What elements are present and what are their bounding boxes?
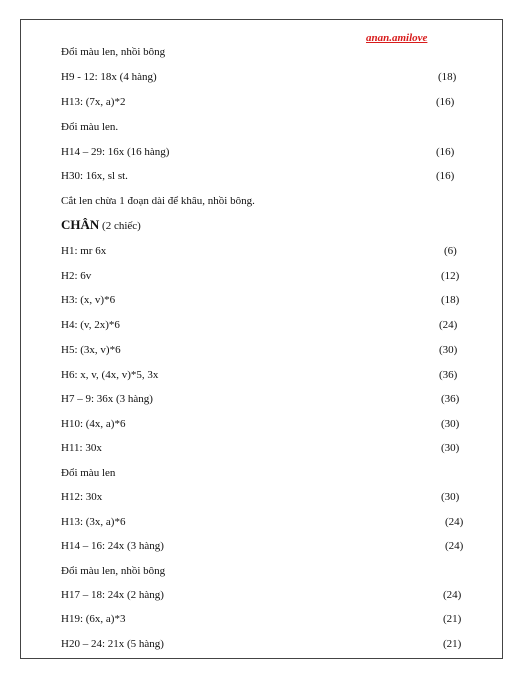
instruction-text: H2: 6v <box>61 270 92 282</box>
stitch-count: (24) <box>439 319 458 331</box>
pattern-line <box>0 119 525 135</box>
stitch-count: (30) <box>441 418 460 430</box>
instruction-text: H14 – 16: 24x (3 hàng) <box>61 540 164 552</box>
pattern-line <box>0 144 525 160</box>
stitch-count: (36) <box>439 369 458 381</box>
pattern-line <box>0 611 525 627</box>
instruction-text: H19: (6x, a)*3 <box>61 613 126 625</box>
stitch-count: (24) <box>445 540 464 552</box>
instruction-text: Đổi màu len <box>61 467 116 479</box>
pattern-line <box>0 268 525 284</box>
stitch-count: (24) <box>443 589 462 601</box>
pattern-line <box>0 416 525 432</box>
stitch-count: (21) <box>443 638 462 650</box>
pattern-line <box>0 514 525 530</box>
stitch-count: (16) <box>436 96 455 108</box>
pattern-line <box>0 94 525 110</box>
instruction-text: H13: (3x, a)*6 <box>61 516 126 528</box>
instruction-text: Cắt len chừa 1 đoạn dài để khâu, nhồi bông. <box>61 195 255 207</box>
instruction-text: H11: 30x <box>61 442 102 454</box>
instruction-text: H13: (7x, a)*2 <box>61 96 126 108</box>
instruction-text: H9 - 12: 18x (4 hàng) <box>61 71 157 83</box>
instruction-text: H6: x, v, (4x, v)*5, 3x <box>61 369 159 381</box>
pattern-line <box>0 69 525 85</box>
instruction-text: H3: (x, v)*6 <box>61 294 116 306</box>
instruction-text: H20 – 24: 21x (5 hàng) <box>61 638 164 650</box>
instruction-text: H10: (4x, a)*6 <box>61 418 126 430</box>
instruction-text: Đổi màu len, nhồi bông <box>61 565 166 577</box>
stitch-count: (6) <box>444 245 457 257</box>
pattern-line <box>0 44 525 60</box>
instruction-text: H5: (3x, v)*6 <box>61 344 121 356</box>
stitch-count: (16) <box>436 146 455 158</box>
instruction-text: H30: 16x, sl st. <box>61 170 128 182</box>
pattern-line <box>0 587 525 603</box>
instruction-text: Đổi màu len. <box>61 121 119 133</box>
stitch-count: (30) <box>441 442 460 454</box>
pattern-line <box>0 193 525 209</box>
pattern-line <box>0 292 525 308</box>
pattern-line <box>0 636 525 652</box>
instruction-text: H17 – 18: 24x (2 hàng) <box>61 589 164 601</box>
section-heading <box>0 217 525 233</box>
pattern-line <box>0 168 525 184</box>
watermark: anan.amilove <box>366 32 428 44</box>
instruction-text: H14 – 29: 16x (16 hàng) <box>61 146 170 158</box>
pattern-line <box>0 563 525 579</box>
stitch-count: (18) <box>438 71 457 83</box>
stitch-count: (12) <box>441 270 460 282</box>
pattern-line <box>0 538 525 554</box>
stitch-count: (21) <box>443 613 462 625</box>
instruction-text: H1: mr 6x <box>61 245 107 257</box>
pattern-line <box>0 489 525 505</box>
pattern-line <box>0 317 525 333</box>
instruction-text: H12: 30x <box>61 491 103 503</box>
pattern-line <box>0 342 525 358</box>
section-heading-text <box>61 217 141 234</box>
pattern-line <box>0 391 525 407</box>
stitch-count: (18) <box>441 294 460 306</box>
section-heading-subtitle: (2 chiếc) <box>99 220 141 232</box>
pattern-line <box>0 243 525 259</box>
stitch-count: (30) <box>441 491 460 503</box>
stitch-count: (36) <box>441 393 460 405</box>
section-heading-title: CHÂN <box>61 217 100 232</box>
pattern-line <box>0 367 525 383</box>
stitch-count: (16) <box>436 170 455 182</box>
pattern-line <box>0 440 525 456</box>
pattern-line <box>0 465 525 481</box>
stitch-count: (30) <box>439 344 458 356</box>
instruction-text: H7 – 9: 36x (3 hàng) <box>61 393 153 405</box>
instruction-text: H4: (v, 2x)*6 <box>61 319 120 331</box>
instruction-text: Đổi màu len, nhồi bông <box>61 46 166 58</box>
stitch-count: (24) <box>445 516 464 528</box>
